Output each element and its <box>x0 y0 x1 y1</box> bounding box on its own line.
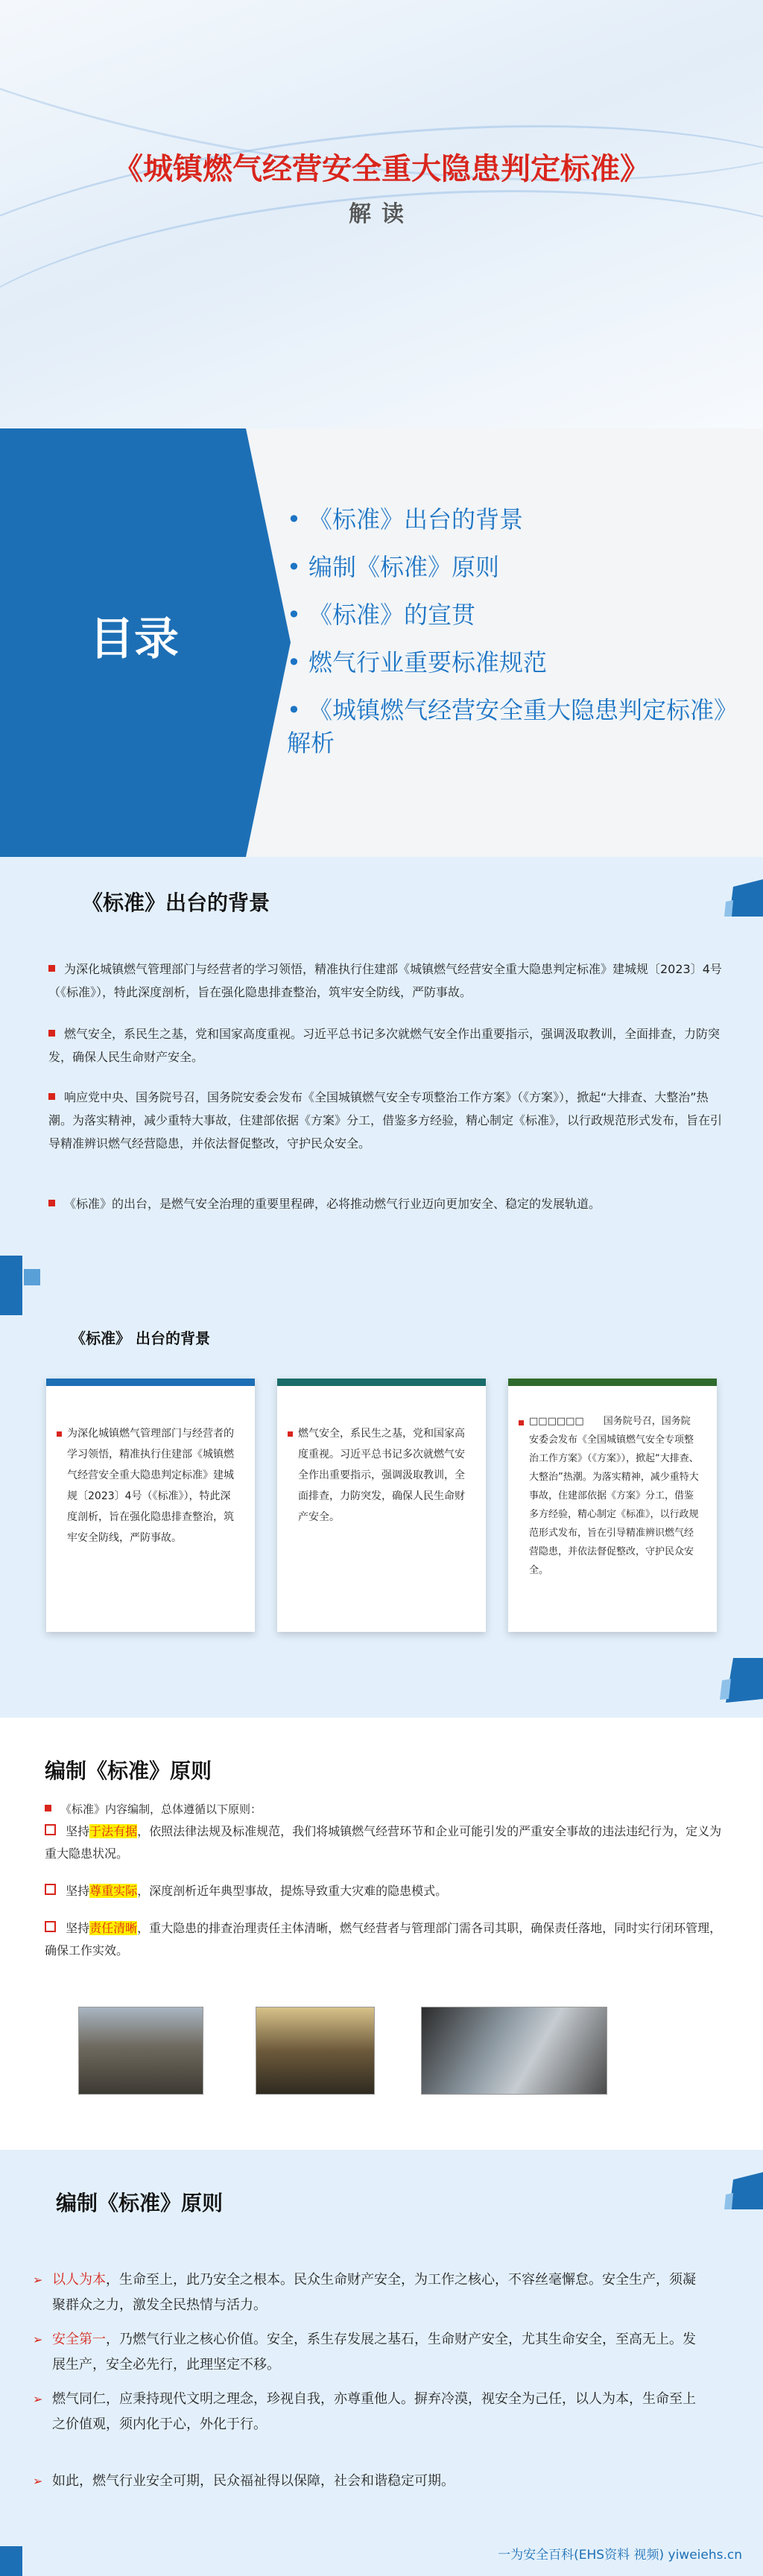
background-slide <box>0 857 763 1285</box>
slide-heading: 编制《标准》原则 <box>45 1759 212 1783</box>
info-card <box>46 1379 255 1632</box>
principles-slide <box>0 1718 763 2150</box>
principle-point <box>52 2387 708 2437</box>
point-text: ，乃燃气行业之核心价值。安全，系生存发展之基石，生命财产安全，尤其生命安全，至高无上。发展生产，安全必先行，此理坚定不移。 <box>52 2332 696 2373</box>
principle-highlight: 责任清晰 <box>89 1921 138 1935</box>
corner-block <box>0 1256 22 1285</box>
toc-item[interactable]: • 编制《标准》原则 <box>287 551 734 583</box>
principle-key: 坚持 <box>66 1884 90 1898</box>
card-bar <box>46 1379 255 1386</box>
toc-item[interactable]: • 燃气行业重要标准规范 <box>287 646 734 679</box>
paragraph: 响应党中央、国务院号召，国务院安委会发布《全国城镇燃气安全专项整治工作方案》（《方案》），掀起“大排查、大整治”热潮。为落实精神，减少重特大事故，住建部依据《方案》分工，借鉴多方经验，精心制定《标准》，以行政规范形式发布，旨在引导精准辨识燃气经营隐患，并依法督促整改，守护民众安全。 <box>48 1086 723 1155</box>
slide-heading: 《标准》出台的背景 <box>82 890 270 915</box>
point-text: 如此，燃气行业安全可期，民众福祉得以保障，社会和谐稳定可期。 <box>52 2473 455 2489</box>
principle-item <box>45 1880 730 1902</box>
principle-point <box>52 2327 708 2378</box>
principles-detail-slide <box>0 2150 763 2576</box>
point-text: ，生命至上，此乃安全之根本。民众生命财产安全，为工作之核心，不容丝毫懈怠。安全生产，须凝聚群众之力，激发全民热情与活力。 <box>52 2272 696 2313</box>
corner-decoration <box>711 2150 763 2209</box>
info-card <box>277 1379 486 1632</box>
paragraph: 为深化城镇燃气管理部门与经营者的学习领悟，精准执行住建部《城镇燃气经营安全重大隐患判定标准》建城规〔2023〕4号（《标准》），特此深度剖析，旨在强化隐患排查整治，筑牢安全防线，严防事故。 <box>48 958 723 1004</box>
corner-decoration <box>711 1658 763 1718</box>
card-bar <box>277 1379 486 1386</box>
toc-item[interactable]: • 《标准》出台的背景 <box>287 503 734 536</box>
cover-slide <box>0 0 763 428</box>
card-text: 燃气安全，系民生之基，党和国家高度重视。习近平总书记多次就燃气安全作出重要指示，强调汲取教训，全面排查，力防突发，确保人民生命财产安全。 <box>298 1423 468 1528</box>
card-bar <box>508 1379 717 1386</box>
principle-key: 坚持 <box>66 1824 90 1838</box>
principle-highlight: 于法有据 <box>89 1824 138 1838</box>
toc-title: 目录 <box>89 613 179 665</box>
principle-item <box>45 1820 730 1865</box>
toc-slide <box>0 428 763 857</box>
cover-title: 《城镇燃气经营安全重大隐患判定标准》 <box>113 152 650 186</box>
point-text: 燃气同仁，应秉持现代文明之理念，珍视自我，亦尊重他人。摒弃冷漠，视安全为己任，以人为本，生命至上之价值观，须内化于心，外化于行。 <box>52 2391 696 2432</box>
principle-highlight: 尊重实际 <box>89 1884 138 1898</box>
corner-block <box>0 1285 22 1315</box>
card-text: 为深化城镇燃气管理部门与经营者的学习领悟，精准执行住建部《城镇燃气经营安全重大隐患判定标准》建城规〔2023〕4号（《标准》），特此深度剖析，旨在强化隐患排查整治，筑牢安全防线，严防事故。 <box>67 1423 237 1548</box>
point-lead: 安全第一 <box>52 2332 106 2347</box>
principle-text: ，重大隐患的排查治理责任主体清晰，燃气经营者与管理部门需各司其职，确保责任落地，同时实行闭环管理，确保工作实效。 <box>45 1921 722 1958</box>
corner-decoration <box>711 857 763 917</box>
toc-list <box>287 503 734 774</box>
principle-key: 坚持 <box>66 1921 90 1935</box>
principle-point <box>52 2268 708 2318</box>
paragraph: 燃气安全，系民生之基，党和国家高度重视。习近平总书记多次就燃气安全作出重要指示，强调汲取教训，全面排查，力防突发，确保人民生命财产安全。 <box>48 1022 723 1069</box>
info-card <box>508 1379 717 1632</box>
toc-item[interactable]: • 《标准》的宣贯 <box>287 598 734 631</box>
principle-item <box>45 1917 730 1962</box>
watermark: 一为安全百科(EHS资料 视频) yiweiehs.cn <box>498 2548 742 2563</box>
toc-chevron <box>246 428 291 857</box>
street-photo <box>78 2007 203 2095</box>
principle-text: ，依照法律法规及标准规范，我们将城镇燃气经营环节和企业可能引发的严重安全事故的违法违纪行为，定义为重大隐患状况。 <box>45 1824 722 1861</box>
gas-cylinder-photo <box>421 2007 607 2095</box>
point-lead: 以人为本 <box>52 2272 106 2288</box>
slide-heading: 《标准》 出台的背景 <box>71 1329 210 1347</box>
shop-photo <box>256 2007 375 2095</box>
principle-point <box>52 2469 708 2494</box>
slide-heading: 编制《标准》原则 <box>56 2191 224 2215</box>
card-text: □□□□□□ 国务院号召，国务院安委会发布《全国城镇燃气安全专项整治工作方案》（《方案》），掀起“大排查、大整治”热潮。为落实精神，减少重特大事故，住建部依据《方案》分工，借鉴多方经验，精心制定《标准》，以行政规范形式发布，旨在引导精准辨识燃气经营隐患，并依法督促整改，守护民众安全。 <box>529 1412 699 1580</box>
cover-subtitle: 解读 <box>349 201 414 227</box>
corner-block <box>0 2546 22 2576</box>
paragraph: 《标准》的出台，是燃气安全治理的重要里程碑，必将推动燃气行业迈向更加安全、稳定的发展轨道。 <box>48 1192 723 1215</box>
principle-text: ，深度剖析近年典型事故，提炼导致重大灾难的隐患模式。 <box>137 1884 448 1898</box>
toc-item[interactable]: • 《城镇燃气经营安全重大隐患判定标准》解析 <box>287 694 734 759</box>
principles-intro: 《标准》内容编制，总体遵循以下原则： <box>45 1798 730 1820</box>
corner-block <box>24 1269 40 1285</box>
background-cards-slide <box>0 1285 763 1718</box>
